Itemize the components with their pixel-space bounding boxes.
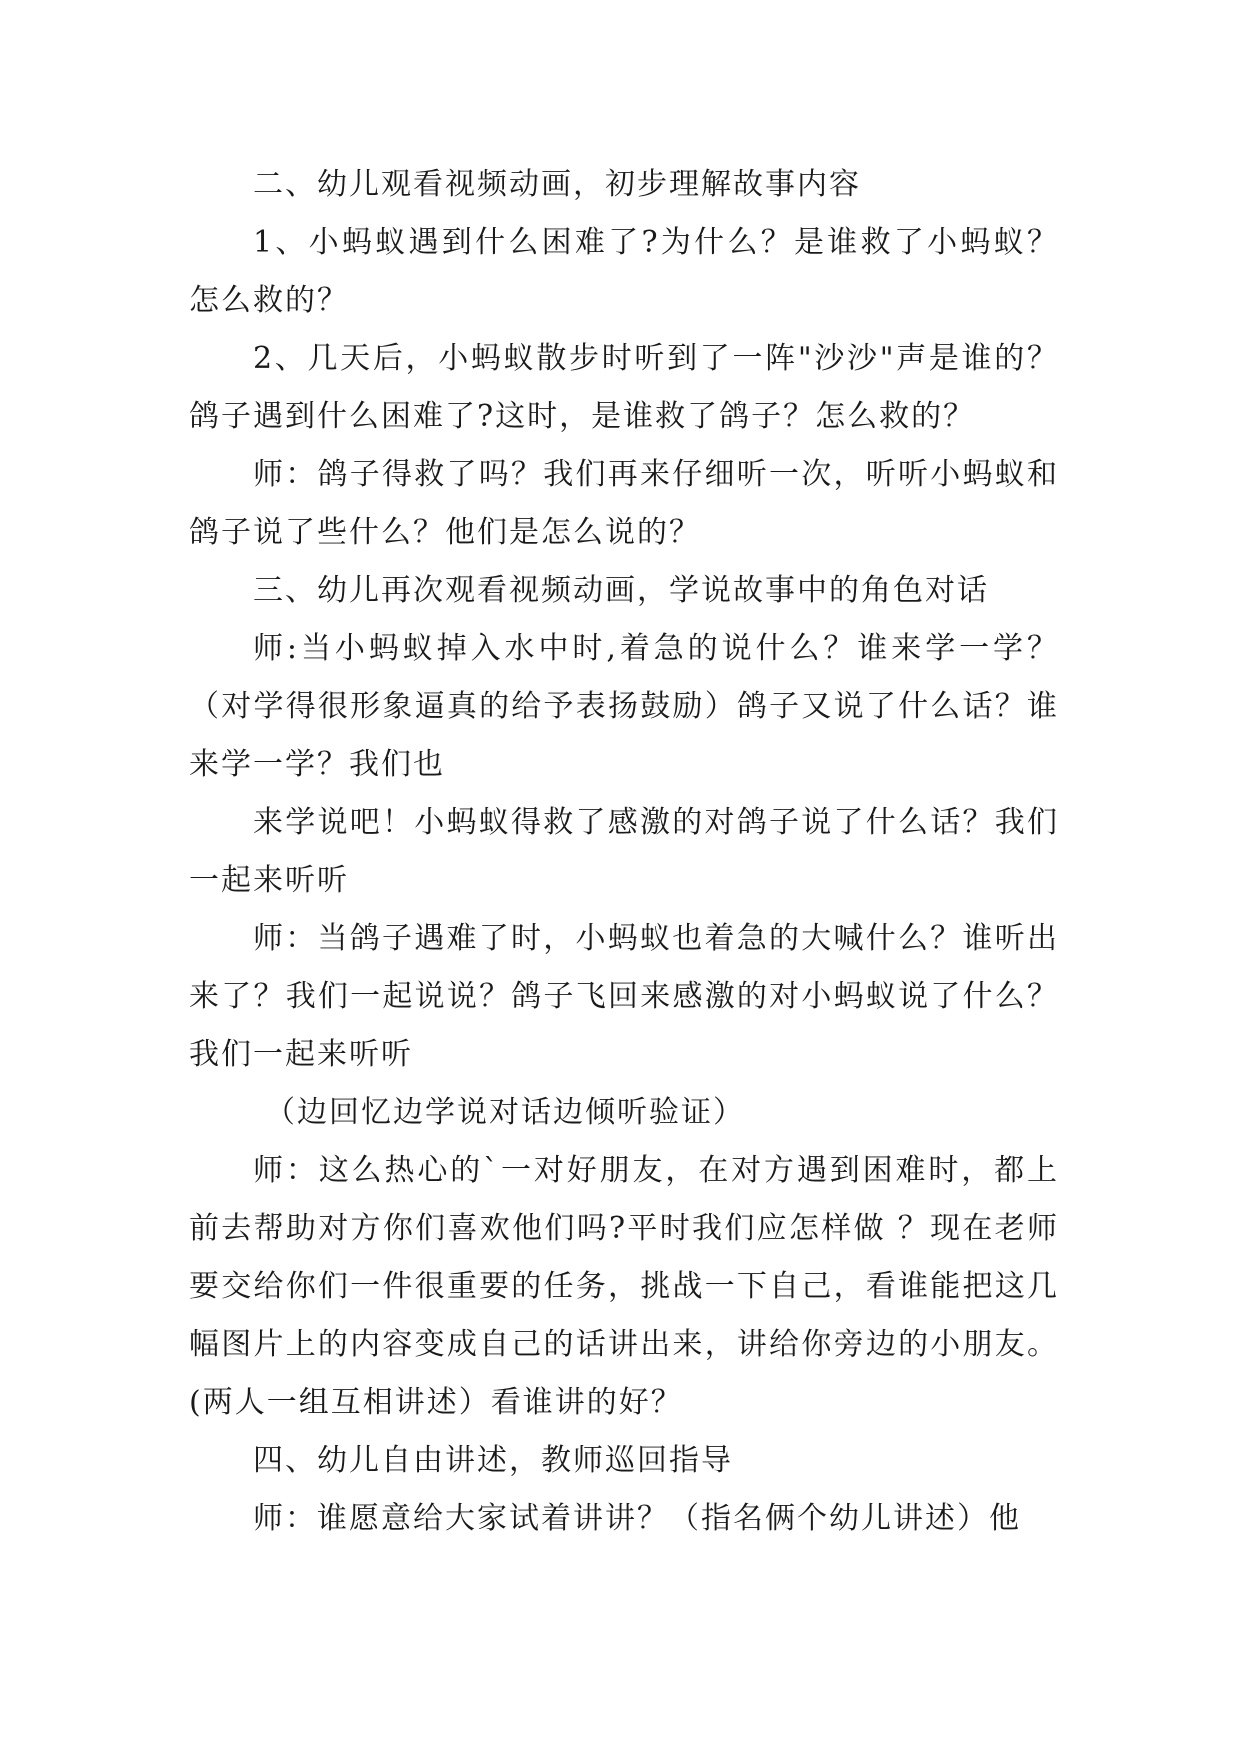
teacher-line-1: 师：鸽子得救了吗？我们再来仔细听一次，听听小蚂蚁和鸽子说了些什么？他们是怎么说的？ — [189, 457, 1059, 550]
section-heading-2: 二、幼儿观看视频动画，初步理解故事内容 — [253, 167, 861, 202]
teacher-line-5: 师：谁愿意给大家试着讲讲？（指名俩个幼儿讲述）他 — [253, 1501, 1021, 1536]
teacher-line-2: 师:当小蚂蚁掉入水中时,着急的说什么？谁来学一学？（对学得很形象逼真的给予表扬鼓励）鸽子又说了什么话？谁来学一学？我们也 — [189, 631, 1059, 782]
section-heading-3: 三、幼儿再次观看视频动画，学说故事中的角色对话 — [253, 573, 989, 608]
teacher-line-3: 师：当鸽子遇难了时，小蚂蚁也着急的大喊什么？谁听出来了？我们一起说说？鸽子飞回来感激的对小蚂蚁说了什么？我们一起来听听 — [189, 921, 1059, 1072]
question-1: 1、小蚂蚁遇到什么困难了?为什么？是谁救了小蚂蚁？怎么救的？ — [189, 225, 1059, 318]
parenthetical-note: （边回忆边学说对话边倾听验证） — [265, 1095, 745, 1130]
teacher-line-4: 师：这么热心的`一对好朋友，在对方遇到困难时，都上前去帮助对方你们喜欢他们吗?平时我们应怎样做 ？现在老师要交给你们一件很重要的任务，挑战一下自己，看谁能把这几幅图片上的内容变成自己的话讲出来，讲给你旁边的小朋友。(两人一组互相讲述）看谁讲的好？ — [189, 1153, 1059, 1420]
document-body — [189, 156, 1059, 1548]
question-2: 2、几天后，小蚂蚁散步时听到了一阵"沙沙"声是谁的？鸽子遇到什么困难了?这时，是谁救了鸽子？怎么救的？ — [189, 341, 1059, 434]
section-heading-4: 四、幼儿自由讲述，教师巡回指导 — [253, 1443, 733, 1478]
paragraph-continued: 来学说吧！小蚂蚁得救了感激的对鸽子说了什么话？我们一起来听听 — [189, 805, 1059, 898]
